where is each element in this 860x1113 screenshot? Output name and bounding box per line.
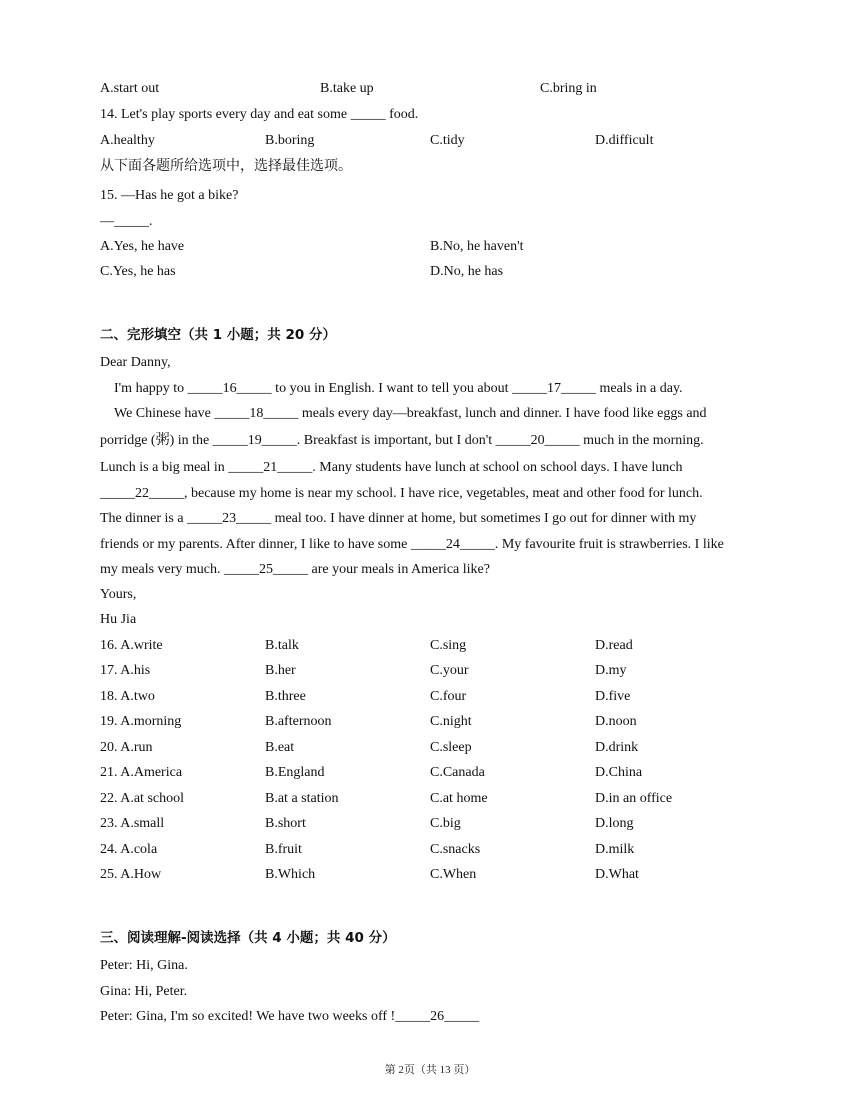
q15-stem: 15. —Has he got a bike? <box>100 188 239 203</box>
option-b: B.England <box>265 765 325 780</box>
q15-option-d: D.No, he has <box>430 264 504 279</box>
option-c: C.at home <box>430 791 488 806</box>
option-d: D.drink <box>595 740 639 755</box>
dialogue-line: Gina: Hi, Peter. <box>100 984 188 999</box>
option-c: C.When <box>430 867 477 882</box>
cloze-question-23 <box>100 815 780 833</box>
q14-option-c: C.tidy <box>430 133 465 148</box>
option-a: 17. A.his <box>100 663 151 678</box>
option-d: D.in an office <box>595 791 673 806</box>
letter-line: _____22_____, because my home is near my school. I have rice, vegetables, meat and other food for lunch. <box>100 486 703 501</box>
option-b: B.at a station <box>265 791 339 806</box>
q14-option-a: A.healthy <box>100 133 155 148</box>
q14-options <box>100 132 780 150</box>
option-a: 22. A.at school <box>100 791 184 806</box>
cloze-question-21 <box>100 764 780 782</box>
option-c: C.sing <box>430 638 467 653</box>
q13-option-c: C.bring in <box>540 81 597 96</box>
cloze-question-25 <box>100 866 780 884</box>
option-b: B.fruit <box>265 842 302 857</box>
letter-greeting: Dear Danny, <box>100 355 171 370</box>
page-footer: 第 2页（共 13 页） <box>384 1064 476 1076</box>
cloze-question-24 <box>100 841 780 859</box>
option-c: C.night <box>430 714 472 729</box>
option-c: C.your <box>430 663 469 678</box>
option-d: D.my <box>595 663 627 678</box>
option-a: 20. A.run <box>100 740 153 755</box>
letter-line: friends or my parents. After dinner, I like to have some _____24_____. My favourite fruit is strawberries. I like <box>100 537 724 552</box>
option-d: D.noon <box>595 714 637 729</box>
letter-line: my meals very much. _____25_____ are your meals in America like? <box>100 562 490 577</box>
cloze-question-20 <box>100 739 780 757</box>
letter-signature: Hu Jia <box>100 612 137 627</box>
option-b: B.afternoon <box>265 714 332 729</box>
option-a: 24. A.cola <box>100 842 158 857</box>
option-b: B.Which <box>265 867 316 882</box>
option-b: B.eat <box>265 740 295 755</box>
option-a: 25. A.How <box>100 867 162 882</box>
cloze-question-19 <box>100 713 780 731</box>
letter-line: The dinner is a _____23_____ meal too. I have dinner at home, but sometimes I go out for dinner with my <box>100 511 697 526</box>
option-c: C.snacks <box>430 842 481 857</box>
q13-options <box>100 80 780 98</box>
cloze-question-16 <box>100 637 780 655</box>
option-c: C.four <box>430 689 467 704</box>
cloze-question-18 <box>100 688 780 706</box>
option-d: D.five <box>595 689 631 704</box>
option-a: 16. A.write <box>100 638 163 653</box>
cloze-question-22 <box>100 790 780 808</box>
q13-option-b: B.take up <box>320 81 374 96</box>
option-d: D.What <box>595 867 639 882</box>
q13-option-a: A.start out <box>100 81 160 96</box>
option-a: 21. A.America <box>100 765 183 780</box>
q14-option-b: B.boring <box>265 133 315 148</box>
letter-line: We Chinese have _____18_____ meals every day—breakfast, lunch and dinner. I have food like eggs and <box>114 406 707 421</box>
q14-stem: 14. Let's play sports every day and eat some _____ food. <box>100 107 419 122</box>
option-b: B.talk <box>265 638 299 653</box>
option-a: 23. A.small <box>100 816 165 831</box>
option-b: B.three <box>265 689 306 704</box>
cloze-question-17 <box>100 662 780 680</box>
q15-option-b: B.No, he haven't <box>430 239 524 254</box>
dialogue-line: Peter: Hi, Gina. <box>100 958 188 973</box>
q15-options-row1 <box>100 238 780 256</box>
option-d: D.milk <box>595 842 635 857</box>
option-b: B.short <box>265 816 306 831</box>
q15-option-c: C.Yes, he has <box>100 264 176 279</box>
q14-option-d: D.difficult <box>595 133 654 148</box>
q15-option-a: A.Yes, he have <box>100 239 185 254</box>
option-c: C.sleep <box>430 740 472 755</box>
section3-heading: 三、阅读理解-阅读选择（共 4 小题；共 40 分） <box>100 930 396 946</box>
option-d: D.long <box>595 816 634 831</box>
option-a: 19. A.morning <box>100 714 182 729</box>
q15-answer-blank: —_____. <box>100 214 153 229</box>
instruction: 从下面各题所给选项中，选择最佳选项。 <box>100 159 352 174</box>
dialogue-line: Peter: Gina, I'm so excited! We have two weeks off !_____26_____ <box>100 1009 480 1024</box>
section2-heading: 二、完形填空（共 1 小题；共 20 分） <box>100 327 336 343</box>
letter-closing: Yours, <box>100 587 137 602</box>
option-d: D.read <box>595 638 633 653</box>
option-c: C.big <box>430 816 461 831</box>
letter-line: I'm happy to _____16_____ to you in English. I want to tell you about _____17_____ meals in a day. <box>114 381 683 396</box>
option-b: B.her <box>265 663 296 678</box>
option-d: D.China <box>595 765 643 780</box>
letter-line: Lunch is a big meal in _____21_____. Many students have lunch at school on school days. I have lunch <box>100 460 683 475</box>
letter-line: porridge (粥) in the _____19_____. Breakfast is important, but I don't _____20_____ much in the morning. <box>100 433 704 448</box>
option-c: C.Canada <box>430 765 485 780</box>
option-a: 18. A.two <box>100 689 155 704</box>
q15-options-row2 <box>100 263 780 281</box>
